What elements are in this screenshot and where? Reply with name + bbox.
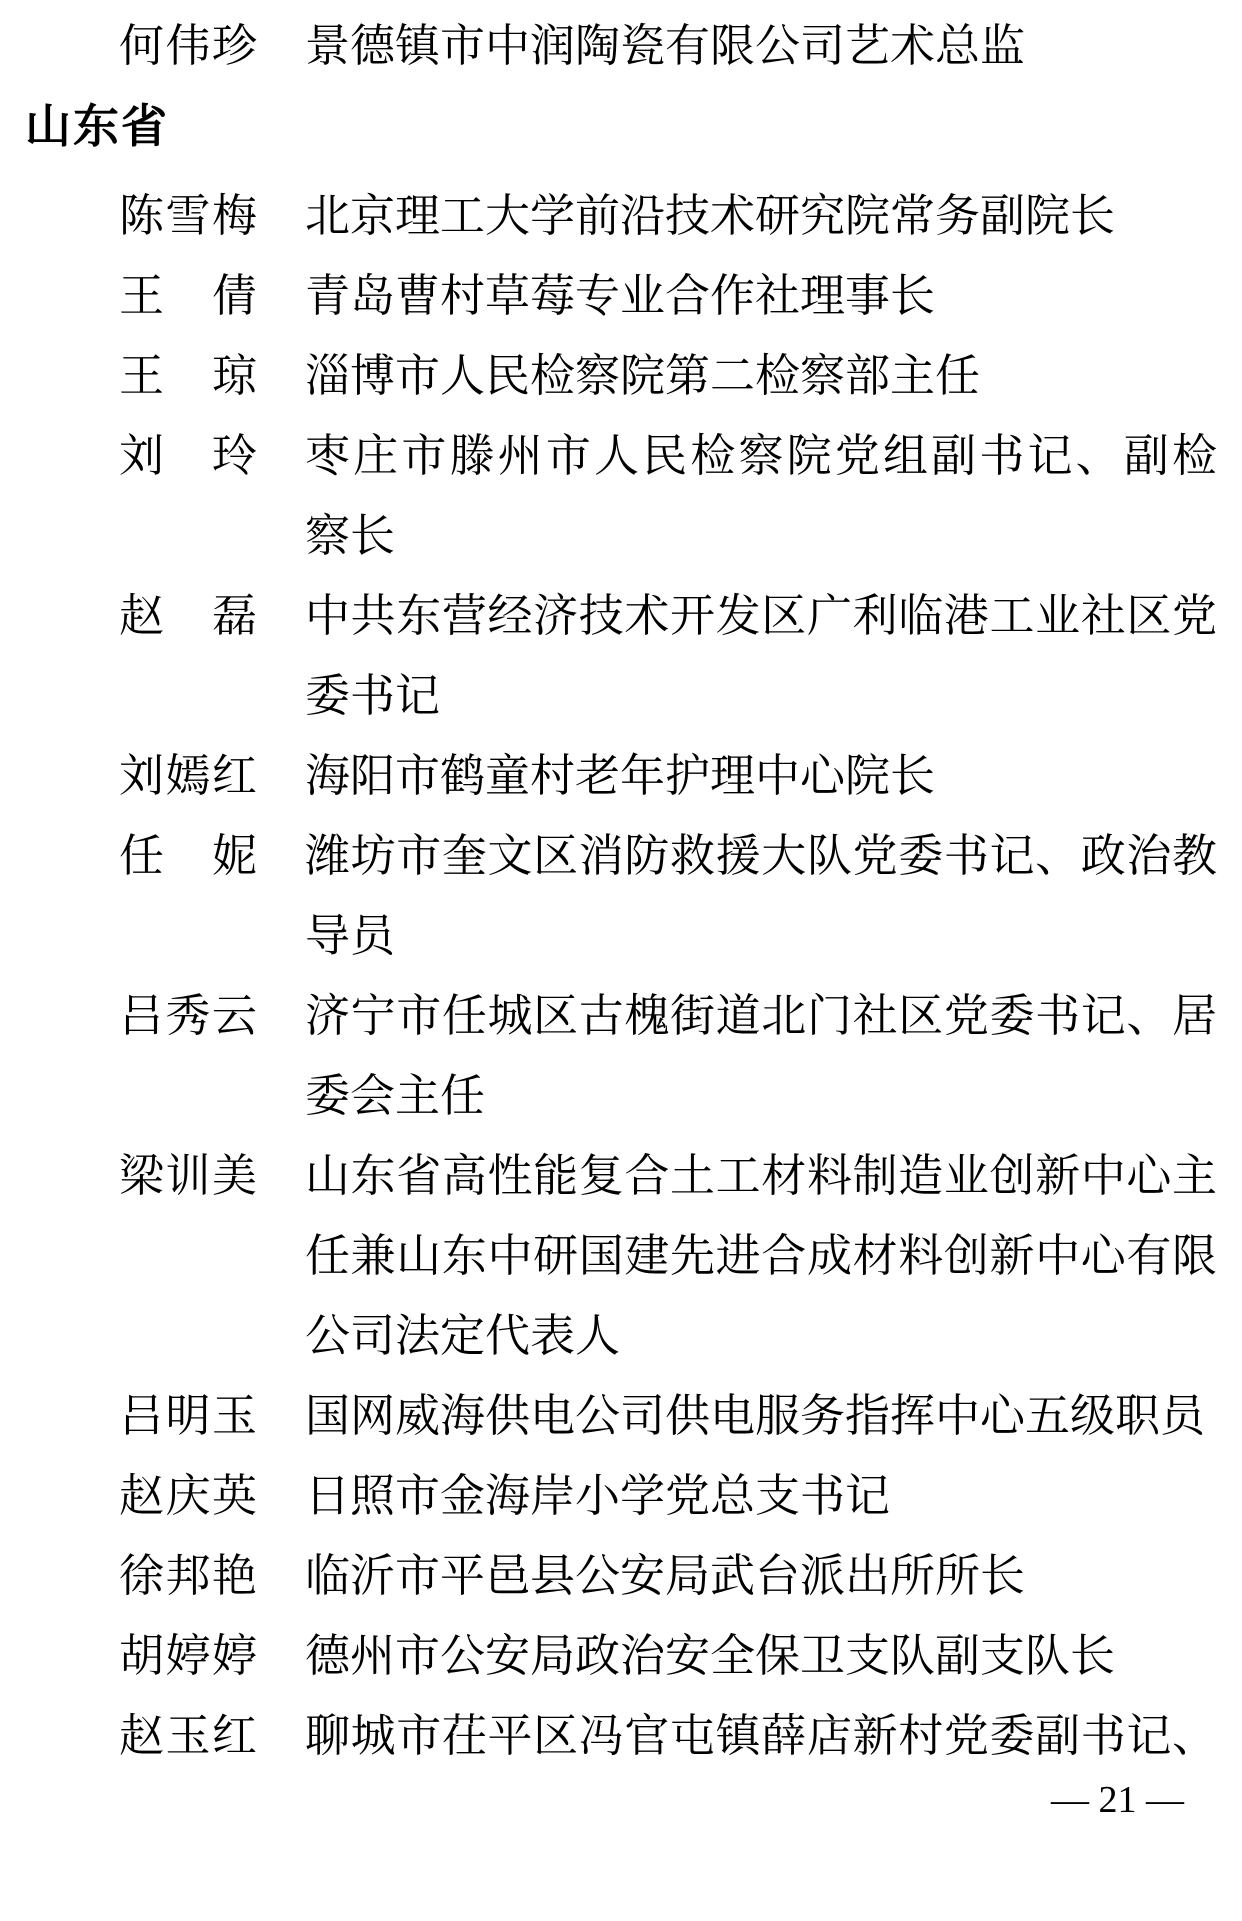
title-line: 临沂市平邑县公安局武台派出所所长 bbox=[305, 1551, 1026, 1601]
person-title bbox=[305, 576, 1217, 736]
roster-entry bbox=[0, 336, 1242, 416]
person-name: 王 倩 bbox=[119, 271, 257, 321]
person-title bbox=[305, 176, 1217, 256]
roster-entry bbox=[0, 416, 1242, 576]
roster-entry bbox=[0, 1696, 1242, 1776]
person-title bbox=[305, 416, 1217, 576]
person-title bbox=[305, 1136, 1217, 1376]
title-line: 海阳市鹤童村老年护理中心院长 bbox=[305, 751, 936, 801]
title-line: 任兼山东中研国建先进合成材料创新中心有限 bbox=[305, 1231, 1217, 1281]
title-line: 济宁市任城区古槐街道北门社区党委书记、居 bbox=[305, 991, 1217, 1041]
roster-entry bbox=[0, 816, 1242, 976]
title-line: 委会主任 bbox=[305, 1071, 486, 1121]
person-name: 吕明玉 bbox=[119, 1391, 257, 1441]
person-title bbox=[305, 1536, 1217, 1616]
roster-entry bbox=[0, 1456, 1242, 1536]
person-name: 胡婷婷 bbox=[119, 1631, 257, 1681]
person-title bbox=[305, 1616, 1217, 1696]
person-title bbox=[305, 1696, 1217, 1776]
person-name: 何伟珍 bbox=[119, 21, 257, 71]
person-title bbox=[305, 336, 1217, 416]
title-line: 公司法定代表人 bbox=[305, 1311, 621, 1361]
roster-entry bbox=[0, 1376, 1242, 1456]
roster-entry bbox=[0, 576, 1242, 736]
roster-entry bbox=[0, 256, 1242, 336]
roster-entry bbox=[0, 736, 1242, 816]
title-line: 委书记 bbox=[305, 671, 441, 721]
person-name: 徐邦艳 bbox=[119, 1551, 257, 1601]
title-line: 中共东营经济技术开发区广利临港工业社区党 bbox=[305, 591, 1217, 641]
person-title bbox=[305, 816, 1217, 976]
title-line: 导员 bbox=[305, 911, 396, 961]
person-name: 任 妮 bbox=[119, 831, 257, 881]
person-name: 吕秀云 bbox=[119, 991, 257, 1041]
roster-entry bbox=[0, 176, 1242, 256]
roster-entry bbox=[0, 6, 1242, 86]
person-name: 刘嫣红 bbox=[119, 751, 257, 801]
person-title bbox=[305, 6, 1217, 86]
title-line: 日照市金海岸小学党总支书记 bbox=[305, 1471, 891, 1521]
person-name: 王 琼 bbox=[119, 351, 257, 401]
title-line: 枣庄市滕州市人民检察院党组副书记、副检 bbox=[305, 431, 1217, 481]
person-name: 陈雪梅 bbox=[119, 191, 257, 241]
roster-entry bbox=[0, 1536, 1242, 1616]
person-title bbox=[305, 1456, 1217, 1536]
person-title bbox=[305, 1376, 1217, 1456]
page-number: — 21 — bbox=[1051, 1779, 1184, 1821]
title-line: 景德镇市中润陶瓷有限公司艺术总监 bbox=[305, 21, 1026, 71]
title-line: 国网威海供电公司供电服务指挥中心五级职员 bbox=[305, 1391, 1206, 1441]
person-title bbox=[305, 976, 1217, 1136]
person-name: 赵玉红 bbox=[119, 1711, 257, 1761]
title-line: 山东省高性能复合土工材料制造业创新中心主 bbox=[305, 1151, 1217, 1201]
title-line: 潍坊市奎文区消防救援大队党委书记、政治教 bbox=[305, 831, 1217, 881]
roster-entry bbox=[0, 1616, 1242, 1696]
person-name: 梁训美 bbox=[119, 1151, 257, 1201]
roster-entry bbox=[0, 1136, 1242, 1376]
title-line: 聊城市茌平区冯官屯镇薛店新村党委副书记、 bbox=[305, 1711, 1217, 1761]
person-name: 赵庆英 bbox=[119, 1471, 257, 1521]
title-line: 德州市公安局政治安全保卫支队副支队长 bbox=[305, 1631, 1116, 1681]
person-name: 刘 玲 bbox=[119, 431, 257, 481]
title-line: 淄博市人民检察院第二检察部主任 bbox=[305, 351, 981, 401]
person-title bbox=[305, 736, 1217, 816]
section-heading: 山东省 bbox=[25, 100, 169, 152]
roster-entry bbox=[0, 976, 1242, 1136]
person-title bbox=[305, 256, 1217, 336]
person-name: 赵 磊 bbox=[119, 591, 257, 641]
title-line: 北京理工大学前沿技术研究院常务副院长 bbox=[305, 191, 1116, 241]
title-line: 青岛曹村草莓专业合作社理事长 bbox=[305, 271, 936, 321]
title-line: 察长 bbox=[305, 511, 396, 561]
